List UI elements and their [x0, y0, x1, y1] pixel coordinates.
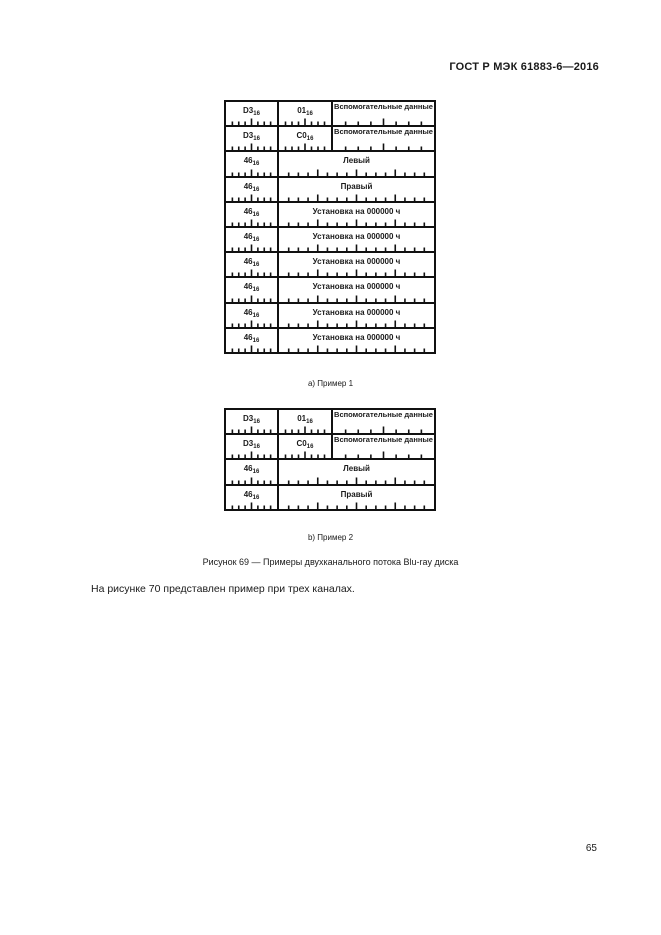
- label-byte-cell-value: 46: [243, 332, 253, 342]
- aux-data-cell-value: Вспомогательные данные: [334, 435, 433, 445]
- audio-data-cell-label: [279, 308, 434, 317]
- label-byte-cell-subscript: 16: [252, 236, 260, 243]
- bit-ticks: [226, 425, 277, 433]
- bit-ticks: [333, 425, 434, 433]
- bit-ticks: [226, 193, 277, 201]
- aux-data-cell: [331, 127, 436, 150]
- bit-ticks: [226, 268, 277, 276]
- audio-data-cell: [277, 228, 436, 251]
- aux-byte-cell-value: C0: [296, 131, 307, 141]
- bit-ticks: [279, 117, 331, 125]
- example-2-caption: b) Пример 2: [307, 533, 354, 542]
- audio-data-cell: [277, 203, 436, 226]
- audio-data-cell-label: [279, 490, 434, 499]
- label-byte-cell-subscript: 16: [252, 161, 260, 168]
- label-byte-cell-value: 46: [243, 156, 253, 166]
- bit-ticks: [226, 168, 277, 176]
- label-byte-cell-subscript: 16: [253, 136, 260, 143]
- aux-data-cell: [331, 435, 436, 458]
- label-byte-cell: [224, 253, 277, 276]
- aux-data-cell: [331, 102, 436, 125]
- table-row: [224, 278, 436, 303]
- body-paragraph: На рисунке 70 представлен пример при трех каналах.: [91, 583, 355, 595]
- label-byte-cell: [224, 178, 277, 201]
- audio-data-cell-value: Установка на 000000 ч: [312, 332, 401, 342]
- label-byte-cell-subscript: 16: [252, 312, 260, 319]
- label-byte-cell-value: D3: [243, 439, 254, 449]
- audio-data-cell-value: Установка на 000000 ч: [312, 307, 401, 317]
- audio-data-cell-label: [279, 207, 434, 216]
- audio-data-cell-value: Установка на 000000 ч: [312, 231, 401, 241]
- table-row: [224, 203, 436, 228]
- aux-data-cell-label: [333, 436, 434, 444]
- bit-ticks: [226, 319, 277, 327]
- audio-data-cell: [277, 278, 436, 301]
- audio-data-cell-label: [279, 257, 434, 266]
- bit-ticks: [333, 142, 434, 150]
- bit-ticks: [279, 344, 434, 352]
- label-byte-cell-subscript: 16: [252, 211, 260, 218]
- label-byte-cell-value: D3: [243, 106, 254, 115]
- audio-data-cell-label: [279, 182, 434, 191]
- label-byte-cell-subscript: 16: [252, 337, 260, 344]
- aux-data-cell: [331, 410, 436, 433]
- audio-data-cell-label: [279, 464, 434, 473]
- aux-data-cell-label: [333, 103, 434, 111]
- aux-byte-cell-value: C0: [296, 439, 307, 449]
- aux-data-cell-label: [333, 411, 434, 419]
- table-row: [224, 460, 436, 485]
- page-number: 65: [585, 843, 597, 854]
- label-byte-cell-value: 46: [243, 181, 253, 191]
- bit-ticks: [226, 501, 277, 509]
- label-byte-cell-value: D3: [243, 414, 254, 423]
- example-1-table: [224, 100, 436, 354]
- aux-byte-cell-subscript: 16: [306, 444, 314, 451]
- audio-data-cell: [277, 329, 436, 352]
- aux-byte-cell: [277, 127, 331, 150]
- aux-data-cell-value: Вспомогательные данные: [334, 102, 433, 111]
- aux-byte-cell: [277, 410, 331, 433]
- audio-data-cell: [277, 178, 436, 201]
- bit-ticks: [279, 425, 331, 433]
- bit-ticks: [226, 243, 277, 251]
- aux-data-cell-label: [333, 128, 434, 136]
- aux-byte-cell-subscript: 16: [306, 111, 313, 117]
- label-byte-cell-subscript: 16: [252, 262, 260, 269]
- label-byte-cell: [224, 460, 277, 483]
- audio-data-cell: [277, 152, 436, 175]
- audio-data-cell: [277, 304, 436, 327]
- table-row: [224, 304, 436, 329]
- bit-ticks: [226, 142, 277, 150]
- aux-byte-cell-value: 01: [297, 414, 307, 423]
- document-header: ГОСТ Р МЭК 61883-6—2016: [449, 61, 599, 73]
- bit-ticks: [279, 243, 434, 251]
- label-byte-cell-value: 46: [243, 489, 253, 499]
- table-row: [224, 486, 436, 511]
- bit-ticks: [226, 476, 277, 484]
- bit-ticks: [279, 193, 434, 201]
- label-byte-cell: [224, 203, 277, 226]
- table-row: [224, 102, 436, 127]
- label-byte-cell: [224, 228, 277, 251]
- bit-ticks: [226, 294, 277, 302]
- label-byte-cell-value: 46: [243, 257, 253, 267]
- audio-data-cell-value: Правый: [340, 181, 373, 191]
- bit-ticks: [226, 450, 277, 458]
- table-row: [224, 253, 436, 278]
- aux-byte-cell: [277, 435, 331, 458]
- audio-data-cell: [277, 253, 436, 276]
- audio-data-cell-value: Установка на 000000 ч: [312, 257, 401, 267]
- label-byte-cell: [224, 278, 277, 301]
- example-1-caption: а) Пример 1: [307, 379, 354, 388]
- bit-ticks: [279, 218, 434, 226]
- example-2-table: [224, 408, 436, 511]
- label-byte-cell-value: 46: [243, 282, 253, 292]
- label-byte-cell-subscript: 16: [253, 419, 260, 425]
- label-byte-cell-value: 46: [243, 231, 253, 241]
- audio-data-cell-value: Установка на 000000 ч: [312, 206, 401, 216]
- audio-data-cell-value: Левый: [343, 156, 370, 166]
- aux-byte-cell-subscript: 16: [306, 136, 314, 143]
- label-byte-cell: [224, 435, 277, 458]
- table-row: [224, 410, 436, 435]
- label-byte-cell-subscript: 16: [253, 444, 260, 451]
- bit-ticks: [279, 268, 434, 276]
- audio-data-cell-label: [279, 156, 434, 165]
- bit-ticks: [279, 476, 434, 484]
- bit-ticks: [279, 168, 434, 176]
- audio-data-cell-label: [279, 282, 434, 291]
- label-byte-cell: [224, 152, 277, 175]
- bit-ticks: [333, 117, 434, 125]
- audio-data-cell-value: Установка на 000000 ч: [312, 282, 401, 292]
- table-row: [224, 152, 436, 177]
- bit-ticks: [333, 450, 434, 458]
- label-byte-cell: [224, 486, 277, 509]
- label-byte-cell-value: 46: [243, 206, 253, 216]
- label-byte-cell: [224, 127, 277, 150]
- bit-ticks: [279, 319, 434, 327]
- audio-data-cell: [277, 486, 436, 509]
- aux-byte-cell-value: 01: [297, 106, 307, 115]
- figure-caption: Рисунок 69 — Примеры двухканального потока Blu-ray диска: [202, 557, 459, 567]
- table-row: [224, 178, 436, 203]
- label-byte-cell: [224, 329, 277, 352]
- label-byte-cell: [224, 304, 277, 327]
- bit-ticks: [226, 117, 277, 125]
- label-byte-cell-value: 46: [243, 464, 253, 474]
- aux-data-cell-value: Вспомогательные данные: [334, 410, 433, 419]
- label-byte-cell: [224, 410, 277, 433]
- label-byte-cell-value: 46: [243, 307, 253, 317]
- audio-data-cell-value: Правый: [340, 489, 373, 499]
- label-byte-cell-subscript: 16: [252, 186, 260, 193]
- label-byte-cell-subscript: 16: [253, 111, 260, 117]
- bit-ticks: [279, 450, 331, 458]
- table-row: [224, 127, 436, 152]
- aux-data-cell-value: Вспомогательные данные: [334, 127, 433, 137]
- label-byte-cell: [224, 102, 277, 125]
- table-row: [224, 228, 436, 253]
- bit-ticks: [279, 294, 434, 302]
- aux-byte-cell: [277, 102, 331, 125]
- bit-ticks: [279, 142, 331, 150]
- bit-ticks: [279, 501, 434, 509]
- bit-ticks: [226, 218, 277, 226]
- label-byte-cell-subscript: 16: [252, 494, 260, 501]
- audio-data-cell-label: [279, 333, 434, 342]
- audio-data-cell-label: [279, 232, 434, 241]
- label-byte-cell-subscript: 16: [252, 469, 260, 476]
- audio-data-cell-value: Левый: [343, 464, 370, 474]
- bit-ticks: [226, 344, 277, 352]
- audio-data-cell: [277, 460, 436, 483]
- table-row: [224, 329, 436, 354]
- label-byte-cell-value: D3: [243, 131, 254, 141]
- table-row: [224, 435, 436, 460]
- aux-byte-cell-subscript: 16: [306, 419, 313, 425]
- label-byte-cell-subscript: 16: [252, 287, 260, 294]
